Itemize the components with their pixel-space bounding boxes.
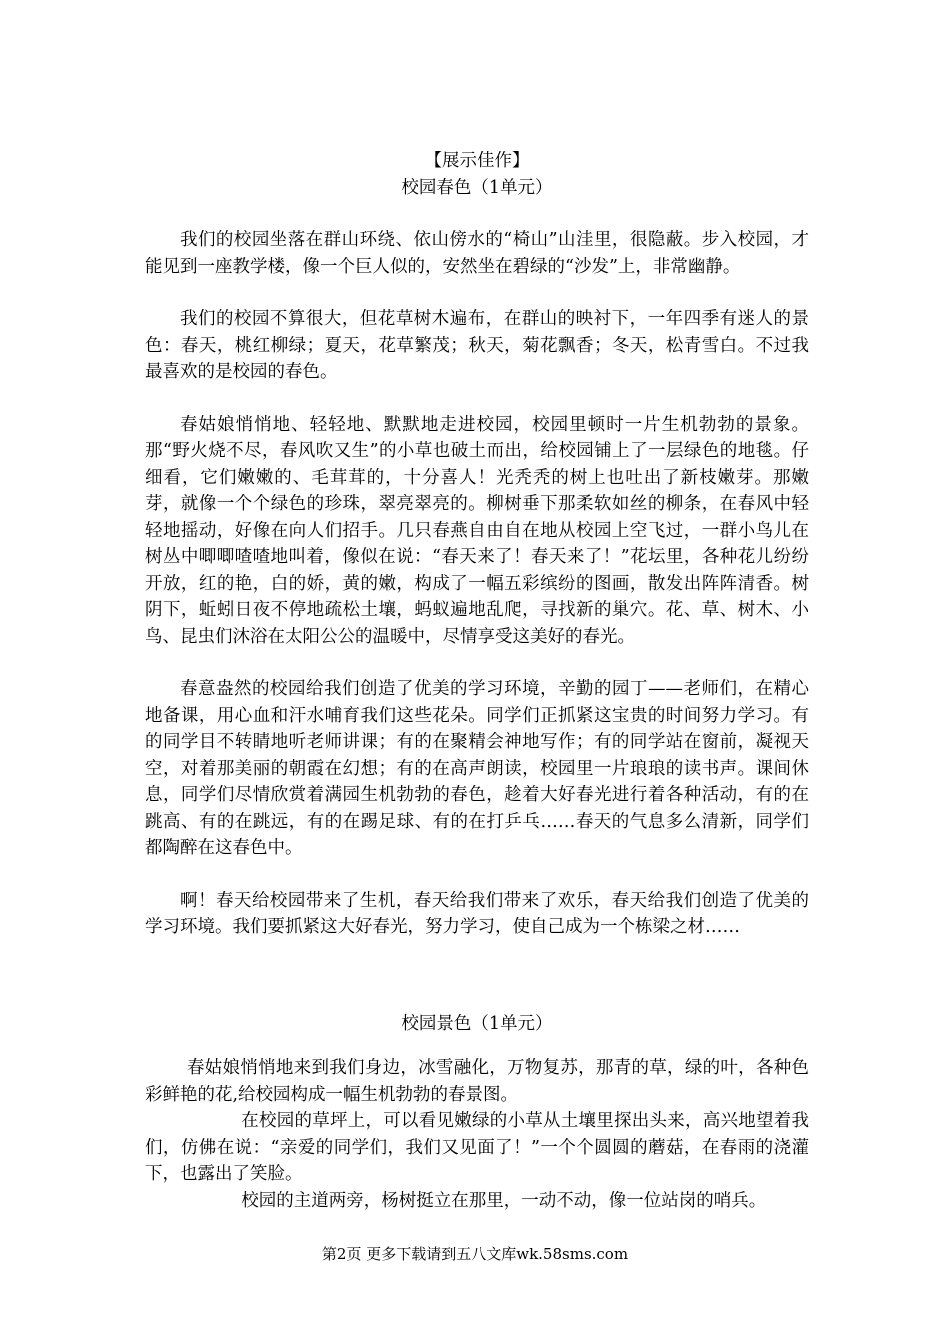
essay2-paragraph: 在校园的草坪上，可以看见嫩绿的小草从土壤里探出头来，高兴地望着我们，仿佛在说：“亲爱的同学们，我们又见面了！”一个个圆圆的蘑菇，在春雨的浇灌下，也露出了笑脸。 bbox=[145, 1111, 809, 1184]
essay1-paragraph: 春姑娘悄悄地、轻轻地、默默地走进校园，校园里顿时一片生机勃勃的景象。那“野火烧不尽，春风吹又生”的小草也破土而出，给校园铺上了一层绿色的地毯。仔细看，它们嫩嫩的、毛茸茸的，十分喜人！光秃秃的树上也吐出了新枝嫩芽。那嫩芽，就像一个个绿色的珍珠，翠亮翠亮的。柳树垂下那柔软如丝的柳条，在春风中轻轻地摇动，好像在向人们招手。几只春燕自由自在地从校园上空飞过，一群小鸟儿在树丛中唧唧喳喳地叫着，像似在说：“春天来了！春天来了！”花坛里，各种花儿纷纷开放，红的艳，白的娇，黄的嫩，构成了一幅五彩缤纷的图画，散发出阵阵清香。树阴下，蚯蚓日夜不停地疏松土壤，蚂蚁遍地乱爬，寻找新的巢穴。花、草、树木、小鸟、昆虫们沐浴在太阳公公的温暖中，尽情享受这美好的春光。 bbox=[145, 414, 809, 647]
essay2-paragraph: 春姑娘悄悄地来到我们身边，冰雪融化，万物复苏，那青的草，绿的叶，各种色彩鲜艳的花,给校园构成一幅生机勃勃的春景图。 bbox=[145, 1058, 809, 1105]
essay1-paragraph: 我们的校园不算很大，但花草树木遍布，在群山的映衬下，一年四季有迷人的景色：春天，桃红柳绿；夏天，花草繁茂；秋天，菊花飘香；冬天，松青雪白。不过我最喜欢的是校园的春色。 bbox=[145, 309, 809, 382]
page-footer: 第2页 更多下载请到五八文库wk.58sms.com bbox=[321, 1245, 629, 1263]
essay1-title: 校园春色（1单元） bbox=[401, 177, 553, 198]
essay1-paragraph: 啊！春天给校园带来了生机，春天给我们带来了欢乐，春天给我们创造了优美的学习环境。我们要抓紧这大好春光，努力学习，使自己成为一个栋梁之材…… bbox=[145, 890, 809, 937]
showcase-heading: 【展示佳作】 bbox=[424, 151, 530, 171]
essay2-paragraph: 校园的主道两旁，杨树挺立在那里，一动不动，像一位站岗的哨兵。 bbox=[241, 1190, 767, 1211]
essay1-paragraph: 春意盎然的校园给我们创造了优美的学习环境，辛勤的园丁——老师们，在精心地备课，用心血和汗水哺育我们这些花朵。同学们正抓紧这宝贵的时间努力学习。有的同学目不转睛地听老师讲课；有的在聚精会神地写作；有的同学站在窗前，凝视天空，对着那美丽的朝霞在幻想；有的在高声朗读，校园里一片琅琅的读书声。课间休息，同学们尽情欣赏着满园生机勃勃的春色，趁着大好春光进行着各种活动，有的在跳高、有的在跳远，有的在踢足球、有的在打乒乓……春天的气息多么清新，同学们都陶醉在这春色中。 bbox=[145, 679, 809, 858]
essay2-title: 校园景色（1单元） bbox=[401, 1013, 553, 1034]
document-body bbox=[145, 148, 809, 1214]
essay1-paragraph: 我们的校园坐落在群山环绕、依山傍水的“椅山”山洼里，很隐蔽。步入校园，才能见到一座教学楼，像一个巨人似的，安然坐在碧绿的“沙发”上，非常幽静。 bbox=[145, 230, 809, 277]
